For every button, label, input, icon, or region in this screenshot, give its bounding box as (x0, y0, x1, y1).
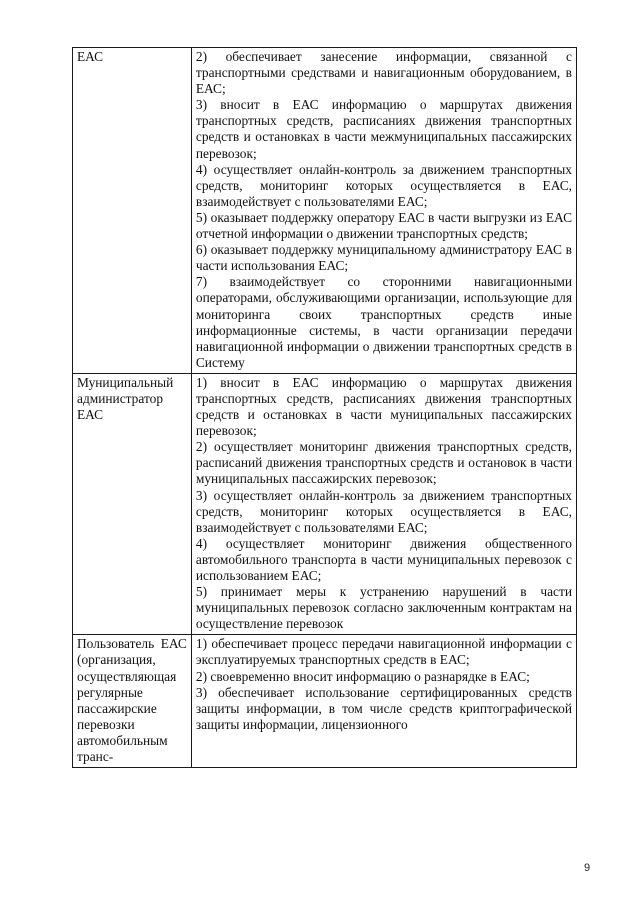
table-row (73, 373, 577, 635)
duty-item: 4) осуществляет онлайн-контроль за движением транспортных средств, мониторинг которых осуществляется в ЕАС, взаимодействует с пользователями ЕАС; (195, 161, 572, 209)
responsibilities-table (72, 47, 577, 768)
page-number: 9 (584, 862, 591, 874)
duty-item: 2) обеспечивает занесение информации, связанной с транспортными средствами и навигационным оборудованием, в ЕАС; (195, 49, 572, 97)
duty-item: 3) обеспечивает использование сертифицированных средств защиты информации, в том числе средств криптографической защиты информации, лицензионного (195, 684, 572, 732)
duties-cell (191, 48, 576, 374)
role-cell: Пользователь ЕАС (организация, осуществляющая регулярные пассажирские перевозки автомобильным транс- (73, 635, 192, 768)
table-row (73, 48, 577, 374)
table-row (73, 635, 577, 768)
role-cell: Муниципальный администратор ЕАС (73, 373, 192, 635)
duty-item: 2) осуществляет мониторинг движения транспортных средств, расписаний движения транспортных средств и остановок в части муниципальных пассажирских перевозок; (195, 439, 572, 487)
duty-item: 3) осуществляет онлайн-контроль за движением транспортных средств, мониторинг которых осуществляется в ЕАС, взаимодействует с пользователями ЕАС; (195, 487, 572, 535)
duty-item: 4) осуществляет мониторинг движения общественного автомобильного транспорта в части муниципальных перевозок с использованием ЕАС; (195, 535, 572, 583)
duty-item: 1) обеспечивает процесс передачи навигационной информации с эксплуатируемых транспортных средств в ЕАС; (195, 636, 572, 668)
duty-item: 5) принимает меры к устранению нарушений в части муниципальных перевозок согласно заключенным контрактам на осуществление перевозок (195, 584, 572, 632)
duties-cell (191, 635, 576, 768)
role-cell: ЕАС (73, 48, 192, 374)
duty-item: 2) своевременно вносит информацию о разнарядке в ЕАС; (195, 668, 530, 684)
duty-item: 7) взаимодействует со сторонними навигационными операторами, обслуживающими организации, использующие для мониторинга своих транспортных средств иные информационные системы, в части организации передачи навигационной информации о движении транспортных средств в Систему (195, 274, 572, 370)
duty-item: 3) вносит в ЕАС информацию о маршрутах движения транспортных средств, расписаниях движения транспортных средств и остановках в части межмуниципальных пассажирских перевозок; (195, 97, 572, 161)
duty-item: 1) вносит в ЕАС информацию о маршрутах движения транспортных средств, расписаниях движения транспортных средств и остановках в части муниципальных пассажирских перевозок; (195, 374, 572, 439)
duty-item: 5) оказывает поддержку оператору ЕАС в части выгрузки из ЕАС отчетной информации о движении транспортных средств; (195, 209, 572, 242)
duties-cell (191, 373, 576, 635)
duty-item: 6) оказывает поддержку муниципальному администратору ЕАС в части использования ЕАС; (195, 242, 572, 274)
